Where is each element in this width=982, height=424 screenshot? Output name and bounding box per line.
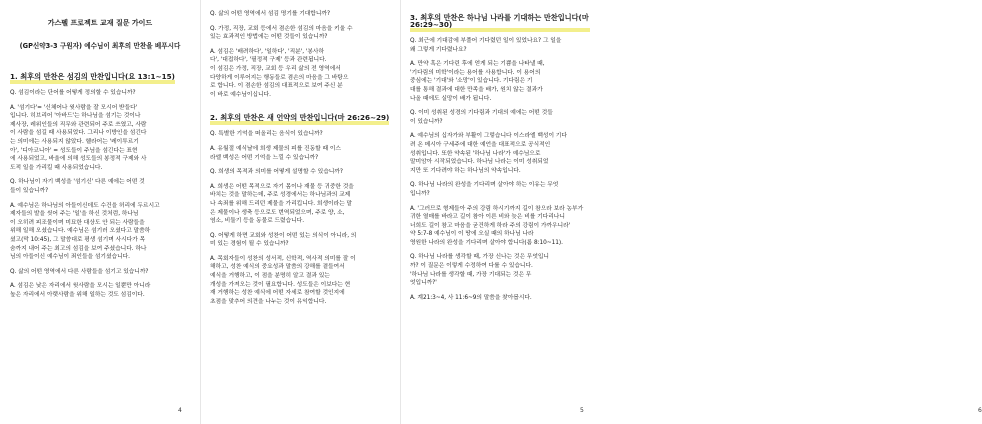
answer-text-line: 재 거행하는 성찬 예식에 어떤 자세로 참여할 것인지에 bbox=[210, 290, 345, 297]
question-text-line: Q. 하나님 나라를 생각할 때, 가장 신나는 것은 무엇입니 bbox=[410, 254, 549, 261]
qa-list-1 bbox=[10, 89, 190, 299]
answer-text-line: 염소, 비둘기 등을 동물로 드렸습니다. bbox=[210, 218, 305, 225]
question-block bbox=[10, 268, 190, 277]
question-text-line: 엇입니까?' bbox=[410, 280, 437, 287]
answer-block bbox=[410, 294, 590, 303]
question-block bbox=[410, 109, 590, 126]
qa-list-3 bbox=[410, 37, 590, 302]
answer-text-line: A. 섬김은 '배려하다', '일하다', '직분', '봉사하 bbox=[210, 48, 325, 55]
section-heading-2: 2. 최후의 만찬은 새 언약의 만찬입니다(마 26:26~29) bbox=[210, 114, 389, 125]
answer-block bbox=[10, 202, 190, 262]
question-text-line: 있는 효과적인 방법에는 어떤 것들이 있습니까? bbox=[210, 34, 328, 41]
page-number: 4 bbox=[178, 407, 182, 414]
answer-text-line: A. 유월절 예식날에 희생 제물의 피를 진동할 때 이스 bbox=[210, 145, 341, 152]
question-block bbox=[410, 253, 590, 287]
answer-text-line: 에 사용되었고, 바울에 의해 성도들의 봉정적 구제와 사 bbox=[10, 156, 147, 163]
qa-list-2a bbox=[210, 10, 390, 99]
page-number: 6 bbox=[978, 407, 982, 414]
answer-block bbox=[210, 183, 390, 226]
section-heading-1: 1. 최후의 만찬은 섬김의 만찬입니다(요 13:1~15) bbox=[10, 73, 175, 84]
answer-text-line: 제사장, 레위인들의 직무와 관련되어 주로 쓰였고, 사람 bbox=[10, 121, 147, 128]
answer-text-line: 나올 때에도 실망이 배가 됩니다. bbox=[410, 95, 492, 102]
answer-block bbox=[410, 60, 590, 103]
answer-block bbox=[210, 255, 390, 307]
answer-text-line: 예식을 거행하고, 이 점을 분명히 알고 결과 있는 bbox=[210, 273, 330, 280]
answer-text-line: 이 오히려 피조물이며 미묘한 대상도 안 되는 사람들을 bbox=[10, 219, 145, 226]
answer-text-line: 도적 일을 가리킬 때 사용되었습니다. bbox=[10, 164, 103, 171]
answer-text-line: A. 예수님의 십자가와 부활이 그렇습니다 이스라엘 백성이 기다 bbox=[410, 133, 567, 140]
document-title: 가스펠 프로젝트 교재 질문 가이드 bbox=[47, 19, 153, 27]
question-block bbox=[210, 10, 390, 19]
answer-text-line: A. 계21:3~4, 사 11:6~9의 말씀을 찾아봅시다. bbox=[410, 294, 532, 301]
answer-text-line: 바치는 것을 말하는데, 주로 성경에서는 하나님과의 교제 bbox=[210, 192, 351, 199]
answer-text-line: 말미암아 시작되었습니다. 하나님 나라는 이미 성취되었 bbox=[410, 159, 549, 166]
answer-text-line: 로 합니다. 이 겸손한 섬김의 대표적으로 보여 주신 분 bbox=[210, 83, 343, 90]
question-block bbox=[410, 37, 590, 54]
answer-text-line: 는 의미에는 사용되지 않았다. 헬라어는 '레이투르기 bbox=[10, 138, 139, 145]
question-text-line: '하나님 나라를 생각할 때, 가장 기대되는 것은 무 bbox=[410, 271, 532, 278]
answer-text-line: 라엘 백성은 어떤 기억을 느낄 수 있습니까? bbox=[210, 154, 319, 161]
answer-text-line: 은 제물이나 생축 등으로도 번역되었으며, 주로 양, 소, bbox=[210, 209, 345, 216]
question-text-line: Q. 어떻게 하면 교회와 성찬이 어떤 있는 의식이 아니라, 의 bbox=[210, 232, 357, 239]
answer-text-line: A. '그러므로 형제들아 주의 강림 하시기까지 길이 참으라 보라 농부가 bbox=[410, 205, 584, 212]
answer-text-line: 제자들의 발을 씻어 주는 '일'을 하신 것처럼, 하나님 bbox=[10, 211, 139, 218]
answer-block bbox=[410, 132, 590, 175]
question-text-line: 까? 이 질문은 이렇게 수정하여 다룰 수 있습니다. bbox=[410, 263, 533, 270]
answer-text-line: 다양하게 이루어지는 행동들로 겸손의 마음을 그 바탕으 bbox=[210, 74, 349, 81]
answer-text-line: A. 예수님은 하나님의 아들이신데도 수건을 허리에 두르시고 bbox=[10, 202, 160, 209]
answer-text-line: 이 바로 예수님이십니다. bbox=[210, 91, 271, 98]
answer-text-line: 너희도 길이 참고 마음을 굳건하게 하라 주의 강림이 가까우니라' bbox=[410, 222, 571, 229]
answer-text-line: 다', '대접하다', '필정적 구제' 등과 관련됩니다. bbox=[210, 57, 327, 64]
question-block bbox=[210, 168, 390, 177]
qa-list-2b bbox=[210, 130, 390, 306]
question-text-line: Q. 하나님 나라의 완성을 기다리며 살아야 하는 이유는 무엇 bbox=[410, 182, 559, 189]
answer-text-line: 지만 또 기다려야 하는 하나님의 약속입니다. bbox=[410, 167, 521, 174]
answer-text-line: 나 속죄를 위해 드리던 제물을 가리킵니다. 희생이라는 말 bbox=[210, 200, 352, 207]
question-text-line: Q. 섬김이라는 단어를 어떻게 정의할 수 있습니까? bbox=[10, 90, 136, 96]
answer-text-line: 입니다. 히브리어 '아바드'는 하나님을 섬기는 것이나 bbox=[10, 113, 141, 120]
answer-text-line: 중심에는 '기대'와 '소망'이 있습니다. 기다림은 기 bbox=[410, 78, 533, 85]
question-block bbox=[10, 89, 190, 98]
answer-text-line: 영원한 나라의 완성을 기다리며 살아야 합니다(롬 8:10~11). bbox=[410, 239, 563, 246]
answer-text-line: 위해 일해 오셨습니다. 예수님은 섬기러 오셨다고 말씀하 bbox=[10, 228, 151, 235]
question-text-line: 미 있는 경험이 될 수 있습니까? bbox=[210, 241, 289, 248]
question-text-line: Q. 특별한 기억을 떠올리는 음식이 있습니까? bbox=[210, 131, 323, 138]
question-text-line: 왜 그렇게 기다렸나요? bbox=[410, 46, 467, 53]
answer-block bbox=[210, 48, 390, 100]
answer-text-line: A. 만약 혹은 기다린 후에 얻게 되는 기쁨을 나타낼 때, bbox=[410, 61, 545, 68]
question-block bbox=[10, 178, 190, 195]
answer-text-line: A. 섬김은 낮은 자리에서 윗사람을 모시는 일뿐만 아니라 bbox=[10, 283, 151, 290]
answer-text-line: 약 5:7-8 예수님이 이 땅에 오실 때의 하나님 나라 bbox=[410, 231, 534, 238]
answer-block bbox=[10, 104, 190, 173]
answer-text-line: 님의 아들이신 예수님이 죄인들을 섬기셨습니다. bbox=[10, 254, 130, 261]
answer-text-line: 귀한 열매를 바라고 길이 참아 이른 비와 늦은 비를 기다리나니 bbox=[410, 214, 565, 221]
answer-text-line: 초점을 맞추어 의견을 나누는 것이 유익합니다. bbox=[210, 298, 327, 305]
answer-text-line: 숨까지 내어 주는 최고의 섬김을 보여 주셨습니다. 하나 bbox=[10, 245, 147, 252]
question-text-line: 입니까? bbox=[410, 190, 430, 197]
question-text-line: Q. 희생의 목적과 의미를 어떻게 설명할 수 있습니까? bbox=[210, 169, 343, 176]
question-text-line: Q. 삶의 어떤 영역에서 다른 사람들을 섬기고 있습니까? bbox=[10, 268, 149, 275]
answer-text-line: 높은 자리에서 아랫사람을 위해 일하는 것도 섬김이다. bbox=[10, 291, 145, 298]
answer-text-line: A. '섬기다'= '신체어나 윗사람을 잘 모시어 받들다' bbox=[10, 104, 138, 111]
page-number: 5 bbox=[580, 407, 584, 414]
answer-text-line: 성취입니다. 또한 약속된 '하나님 나라'가 예수님으로 bbox=[410, 150, 541, 157]
answer-block bbox=[10, 282, 190, 299]
question-block bbox=[210, 232, 390, 249]
answer-block bbox=[410, 205, 590, 248]
answer-text-line: 해하고, 성찬 예식의 중요성과 말씀의 강해를 곁들여서 bbox=[210, 264, 345, 271]
section-heading-3: 3. 최후의 만찬은 하나님 나라를 기대하는 만찬입니다(마 26:29~30) bbox=[410, 14, 590, 32]
answer-text-line: 려 온 메시아 구세주에 대한 예언을 대표적으로 공식적인 bbox=[410, 141, 551, 148]
question-text-line: Q. 이미 성취된 성경의 기다림과 기대의 예에는 어떤 것들 bbox=[410, 110, 553, 117]
question-block bbox=[210, 25, 390, 42]
question-text-line: Q. 가정, 직장, 교회 등에서 겸손한 섬김의 마음을 키울 수 bbox=[210, 25, 353, 32]
answer-text-line: A. 목회자들이 성찬의 성서적, 신학적, 역사적 의미를 잘 이 bbox=[210, 255, 356, 262]
page-6 bbox=[400, 0, 982, 424]
question-text-line: Q. 최근에 기대감에 부풀어 기다렸던 일이 있었나요? 그 일을 bbox=[410, 38, 562, 44]
answer-text-line: '기다림의 미학'이라는 용어를 사용합니다. 이 용어의 bbox=[410, 69, 541, 76]
question-block bbox=[410, 181, 590, 198]
answer-text-line: 개성을 가져오는 것이 필요합니다. 성도들은 이보다는 현 bbox=[210, 281, 351, 288]
answer-text-line: A. 희생은 어떤 목적으로 자기 몸이나 재물 등 귀중한 것을 bbox=[210, 183, 354, 190]
page-4 bbox=[0, 0, 200, 424]
question-text-line: 이 있습니까? bbox=[410, 118, 443, 125]
answer-text-line: 대를 통해 결과에 대한 만족을 배가, 원치 않는 결과가 bbox=[410, 86, 543, 93]
lesson-title: (GP신약3-3 구원자) 예수님이 최후의 만찬을 베푸시다 bbox=[19, 42, 181, 50]
answer-block bbox=[210, 145, 390, 162]
answer-text-line: 이 사람을 섬길 때 사용되었다. 그리나 이방인을 섬긴다 bbox=[10, 130, 147, 137]
question-text-line: 들이 있습니까? bbox=[10, 187, 49, 194]
answer-text-line: 아', '디아코니아' = 성도들이 주님을 섬긴다는 표현 bbox=[10, 147, 138, 154]
answer-text-line: 셨고(막 10:45), 그 말씀대로 평생 섬기며 사시다가 목 bbox=[10, 236, 146, 243]
answer-text-line: 이 섬김은 가정, 직장, 교회 등 우리 삶의 전 영역에서 bbox=[210, 65, 341, 72]
question-block bbox=[210, 130, 390, 139]
question-text-line: Q. 삶의 어떤 영역에서 섬김 명기를 기대합니까? bbox=[210, 11, 330, 17]
question-text-line: Q. 하나님이 자기 백성을 '섬기신' 다른 예에는 어떤 것 bbox=[10, 179, 145, 186]
